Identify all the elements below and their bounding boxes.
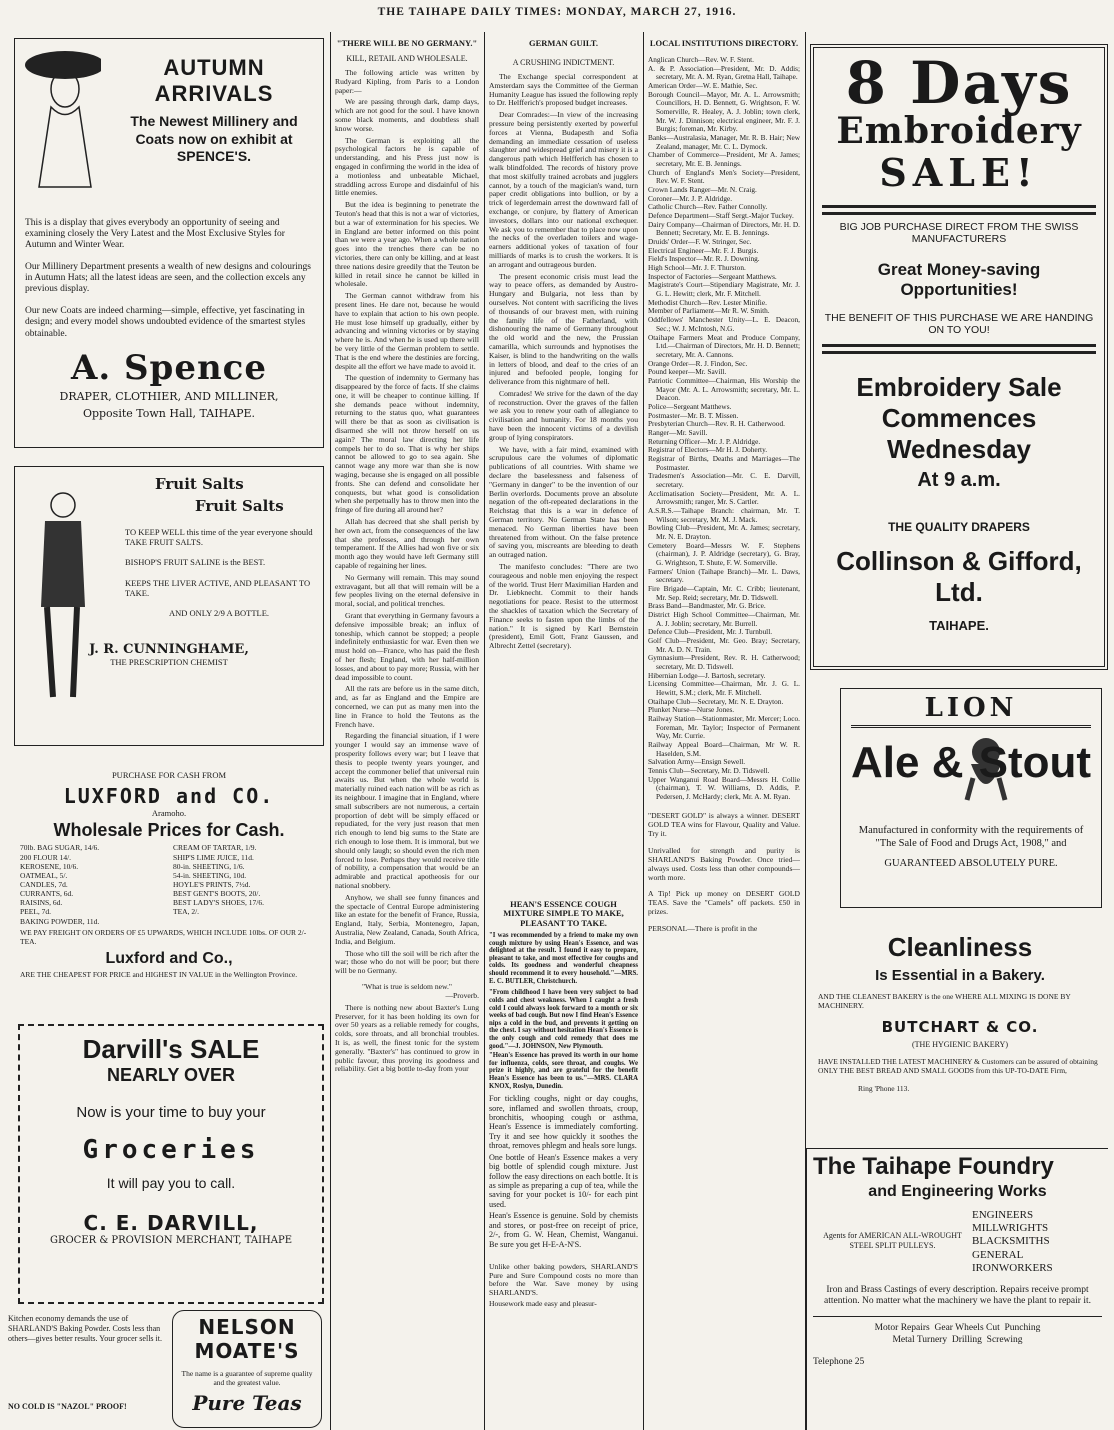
article-paragraph: Regarding the financial situation, if I were younger I would say an immense wave of prosperity follows every war; but I leave that thesis to people twenty years younger, and accept the commoner belief that universal ruin awaits us. But when the whole world is materially ruined each nation will be as rich as its neighbour. I imagine that in England, where small subscribers are not numerous, a certain proportion of debt will be simply effaced or repudiated, for the very just reason that men rich enough to lend big sums to the State are rich enough to lose them. It is immoral, but we should only laugh; so should even the rich men forced to lose. Perhaps they would receive title of nobility, a compensation that would be an admirable and practical apotheosis for our national snobbery. xyxy=(335,731,479,890)
price-item: CANDLES, 7d. xyxy=(20,879,68,889)
collinson-big-job: BIG JOB PURCHASE DIRECT FROM THE SWISS MANUFACTURERS xyxy=(839,221,1079,246)
directory-entry: Tennis Club—Secretary, Mr. D. Tidswell. xyxy=(648,766,770,776)
housework-para: Housework made easy and pleasur- xyxy=(489,1298,597,1308)
directory-entry: Acclimatisation Society—President, Mr. A. L. Arrowsmith; ranger, Mr. S. Cartler. xyxy=(648,488,800,507)
fruit-sub: THE PRESCRIPTION CHEMIST xyxy=(110,657,228,668)
directory-entry: High School—Mr. J. F. Thurston. xyxy=(648,263,746,273)
directory-list xyxy=(648,56,800,802)
directory-entry: Presbyterian Church—Rev. R. H. Catherwood. xyxy=(648,419,785,429)
nelson-sub: The name is a guarantee of supreme quality and the greatest value. xyxy=(181,1369,313,1387)
foundry-telephone: Telephone 25 xyxy=(813,1356,865,1367)
directory-entry: Licensing Committee—Chairman, Mr. J. G. L. Hewitt, S.M.; clerk, Mr. F. Mitchell. xyxy=(648,679,800,698)
kipling-title: "THERE WILL BE NO GERMANY." xyxy=(336,38,478,48)
darvill-nearly: NEARLY OVER xyxy=(106,1065,236,1085)
directory-entry: Railway Station—Stationmaster, Mr. Mercer; Loco. Foreman, Mr. Taylor; Inspector of Permanent Way, Mr. Currie. xyxy=(648,714,800,741)
butchart-phone: Ring 'Phone 113. xyxy=(858,1083,910,1093)
directory-entry: Registrar of Electors—Mr H. J. Doherty. xyxy=(648,445,768,455)
butchart-title: Cleanliness xyxy=(887,932,1033,962)
article-paragraph: The German is exploiting all the psychological factors he is capable of understanding, and his Press just now is engaged in confirming the world in the idea of a motionless and unbeatable Michael, straddling across Europe and disdainful of his little enemies. xyxy=(335,135,479,198)
darvill-ad xyxy=(18,1024,324,1304)
lion-ale: Ale & xyxy=(851,738,964,787)
nelson-moate-ad xyxy=(172,1310,322,1428)
spence-subtitle: The Newest Millinery and Coats now on exhibit at SPENCE'S. xyxy=(130,113,298,164)
fruit-line: KEEPS THE LIVER ACTIVE, AND PLEASANT TO TAKE. xyxy=(125,577,311,598)
directory-entry: Defence Club—President, Mr. J. Turnbull. xyxy=(648,627,773,637)
directory-entry: Borough Council—Mayor, Mr. A. L. Arrowsmith; Councillors, H. D. Bennett, G. Wrightson, F. W. Somerville, R. Healey, A. J. Joblin; town clerk, Mr. W. J. Dinnison; electrical engineer, Mr. F. J. Burgis; foreman, Mr. Kirby. xyxy=(648,89,800,134)
column-rule xyxy=(484,32,485,1430)
darvill-title: Darvill's SALE xyxy=(82,1034,260,1064)
collinson-opportunities: Great Money-saving Opportunities! xyxy=(877,259,1041,299)
trade-item: ENGINEERS xyxy=(972,1209,1034,1221)
article-paragraph: The German cannot withdraw from his present lines. He dare not, because he would have to explain that action to his own people. He must lose himself up gradually, either by advancing and winning victories or by staying where he is. And when he is used up there will be very little of the German problem to settle. That is the end where the destinies are forcing, despite all the effort we have made to avoid it. xyxy=(335,291,479,371)
foundry-services-2: Metal Turnery Drilling Screwing xyxy=(892,1334,1023,1345)
lion-ad xyxy=(840,688,1102,908)
darvill-sub: GROCER & PROVISION MERCHANT, TAIHAPE xyxy=(49,1235,293,1246)
article-paragraph: We have, with a fair mind, examined with scrupulous care the volumes of diplomatic publications of all countries. With shame we declare the baselessness and falseness of "Germany in danger" to be the invention of our Berlin overlords. Documents prove an absolute negation of the oft-repeated declarations in the Reichstag that this is a war in defence of German territory. No German State has been menaced. No German liberties have been threatened from without. On the false pretence of saving you, miscreants are bleeding to death an outraged nation. xyxy=(489,444,638,560)
price-item: SHIP'S LIME JUICE, 11d. xyxy=(173,852,254,862)
directory-entry: Member of Parliament—Mr R. W. Smith. xyxy=(648,306,770,316)
trade-item: GENERAL IRONWORKERS xyxy=(972,1248,1053,1274)
luxford-left-list xyxy=(20,843,165,925)
price-item: CURRANTS, 6d. xyxy=(20,889,74,899)
collinson-embroidery: Embroidery xyxy=(836,110,1082,152)
directory-entry: Hibernian Lodge—J. Bartosh, secretary. xyxy=(648,670,766,680)
price-item: BEST GENT'S BOOTS, 20/. xyxy=(173,889,261,899)
directory-entry: Field's Inspector—Mr. R. J. Downing. xyxy=(648,254,760,264)
darvill-now: Now is your time to buy your xyxy=(76,1104,266,1121)
spence-trade: DRAPER, CLOTHIER, AND MILLINER, xyxy=(59,390,279,404)
column-rule xyxy=(330,32,331,1430)
newspaper-header: THE TAIHAPE DAILY TIMES: MONDAY, MARCH 27, 1916. xyxy=(377,6,737,18)
foundry-agents: Agents for AMERICAN ALL-WROUGHT STEEL SPLIT PULLEYS. xyxy=(823,1231,962,1250)
sharland-notice: Kitchen economy demands the use of SHARLAND'S Baking Powder. Costs less than others—gives better results. Your grocer sells it. xyxy=(8,1314,162,1343)
spence-title: AUTUMN ARRIVALS xyxy=(154,55,274,106)
article-paragraph: Those who till the soil will be rich after the war; those who do not will be poor; but there will be no Germany. xyxy=(335,948,479,976)
directory-entry: A.S.R.S.—Taihape Branch: chairman, Mr. T. Wilson; secretary, Mr. M. J. Mack. xyxy=(648,505,800,524)
desert-gold-notice: "DESERT GOLD" is always a winner. DESERT GOLD TEA wins for Flavour, Quality and Value. Try it. xyxy=(648,810,800,838)
directory-entry: Cemetery Board—Messrs W. F. Stephens (chairman), J. P. Aldridge (secretary), G. Bray, G. Wrightson, T. Shute, F. W. Somerville. xyxy=(648,540,800,567)
directory-entry: Returning Officer—Mr. J. P. Aldridge. xyxy=(648,436,761,446)
directory-entry: American Order—W. E. Mathie, Sec. xyxy=(648,81,758,91)
article-paragraph: The present economic crisis must lead the way to peace offers, as demanded by Austro-Hungary and Bulgaria, not less than by ourselves. Not content with sacrificing the lives of thousands of our bravest men, with ruining the family life of the Fatherland, with dishonouring the name of Germany throughout the old world and the new, the Prussian camarilla, which surrounds and hypnotises the Kaiser, is blind to the handwriting on the walls in letters of blood, and deaf to the cries of an injured and befooled people, longing for deliverance from this nightmare of hell. xyxy=(489,271,638,387)
luxford-prices xyxy=(20,843,318,925)
kipling-quote: "What is true is seldom new." xyxy=(361,981,453,991)
sharland-para: Unlike other baking powders, SHARLAND'S Pure and Sure Compound costs no more than before the War. Save money by using SHARLAND'S. xyxy=(489,1261,638,1298)
fruit-salts-ad xyxy=(14,466,324,746)
article-paragraph: No Germany will remain. This may sound extravagant, but all that will remain will be a few peoples living on the eternal defensive in moral, social, and political trenches. xyxy=(335,572,479,609)
directory-entry: Druids' Order—F. W. Stringer, Sec. xyxy=(648,237,752,247)
heans-para: For tickling coughs, night or day coughs, sore, inflamed and swollen throats, croup, bronchitis, whooping cough or asthma, Hean's Essence is immediately comforting. Try it and see how quickly it soothes the throat, removes phlegm and heals sore lungs. xyxy=(489,1094,638,1151)
lion-guarantee: GUARANTEED ABSOLUTELY PURE. xyxy=(884,858,1058,870)
directory-entry: Brass Band—Bandmaster, Mr. G. Brice. xyxy=(648,601,766,611)
spence-para: This is a display that gives everybody an opportunity of seeing and examining closely the Very Latest and the Most Exclusive Styles for Autumn and Winter Wear. xyxy=(25,217,285,251)
spence-address: Opposite Town Hall, TAIHAPE. xyxy=(82,407,256,421)
butchart-cleanest: AND THE CLEANEST BAKERY is the one WHERE ALL MIXING IS DONE BY MACHINERY. xyxy=(818,992,1071,1010)
price-item: CREAM OF TARTAR, 1/9. xyxy=(173,843,257,853)
luxford-name: LUXFORD and CO. xyxy=(63,784,275,809)
guilt-title: GERMAN GUILT. xyxy=(529,38,598,48)
foundry-trades xyxy=(972,1209,1102,1275)
divider xyxy=(822,344,1096,354)
luxford-name-2: Luxford and Co., xyxy=(105,949,233,967)
price-item: 200 FLOUR 14/. xyxy=(20,852,72,862)
sharland-notice-2: Unrivalled for strength and purity is SHARLAND'S Baking Powder. Once tried—always used. Costs less than other compounds—worth more. xyxy=(648,845,800,882)
collinson-embroidery-sale: Embroidery Sale xyxy=(856,371,1062,402)
fruit-name: J. R. CUNNINGHAME, xyxy=(89,642,249,658)
butchart-installed: HAVE INSTALLED THE LATEST MACHINERY & Customers can be assured of obtaining ONLY THE BEST BREAD AND SMALL GOODS from this UP-TO-DATE Firm, xyxy=(818,1057,1098,1076)
luxford-right-list xyxy=(173,843,318,925)
kipling-quote-by: —Proverb. xyxy=(445,990,479,1000)
luxford-foot: ARE THE CHEAPEST FOR PRICE and HIGHEST IN VALUE in the Wellington Province. xyxy=(20,969,298,979)
directory-entry: Golf Club—President, Mr. Geo. Bray; Secretary, Mr. A. D. N. Train. xyxy=(648,636,800,654)
directory-entry: Ranger—Mr. Savill. xyxy=(648,427,708,437)
desert-gold-tip: A Tip! Pick up money on DESERT GOLD TEAS. Save the "Camels" off packets. £50 in prizes. xyxy=(648,889,800,917)
collinson-time: At 9 a.m. xyxy=(917,469,1001,492)
directory-entry: Patriotic Committee—Chairman, His Worship the Mayor (Mr. A. L. Arrowsmith; secretary, Mr. L. Deacon. xyxy=(648,375,800,403)
article-paragraph: The following article was written by Rudyard Kipling, from Paris to a London paper:— xyxy=(335,68,479,95)
nazol-notice: NO COLD IS "NAZOL" PROOF! xyxy=(8,1402,127,1411)
directory-entry: Postmaster—Mr. B. T. Missen. xyxy=(648,410,739,420)
gentleman-illustration xyxy=(23,487,113,707)
article-paragraph: Comrades! We strive for the dawn of the day of reconstruction. Over the graves of the fallen we ask you to renew your oath of allegiance to civilisation and humanity. For 18 months you have been the innocent victims of a devilish group of lying conspirators. xyxy=(489,388,638,442)
heans-testimonial: "From childhood I have been very subject to bad colds and chest weakness. When I caught a fresh cold I could always look forward to a month or six weeks of bad cough. But now I find Hean's Essence nips a cold in the bud, and prevents it getting on the chest. I say without hesitation Hean's Essence is the only cough and cold remedy that does me good."—J. JOHNSON, New Plymouth. xyxy=(489,989,638,1050)
article-paragraph: The question of indemnity to Germany has disappeared by the force of facts. If she claims one, it will be cheaper to continue killing. If she demands peace without indemnity, returning to the status quo, what guarantees will there be that as soon as civilisation is disarmed she will not throw herself on us again? The moral law directing her life compels her to do so. That is why her ships cannot be allowed to go to sea again. She cannot wage any more war than she is now waging, because she is engaged on all possible fronts. She can defend and consolidate her conquests, but what good is consolidation when she perpetually has to throw men into the fringe of fire during all around her? xyxy=(335,373,479,515)
directory-entry: Chamber of Commerce—President, Mr A. James; secretary, Mr. E. B. Jennings. xyxy=(648,150,800,169)
fruit-line: AND ONLY 2/9 A BOTTLE. xyxy=(168,607,270,618)
lady-hat-illustration xyxy=(21,47,101,197)
heans-para: One bottle of Hean's Essence makes a very big bottle of splendid cough mixture. Just follow the easy directions on each bottle. It is as simple as preparing a cup of tea, while the saving for your pocket is 10/- for each pint used. xyxy=(489,1152,638,1209)
directory-entry: Dairy Company—Chairman of Directors, Mr. H. D. Bennett; Secretary, Mr. E. B. Jennings. xyxy=(648,219,800,238)
directory-entry: Pound keeper—Mr. Savill. xyxy=(648,367,727,377)
trade-item: MILLWRIGHTS xyxy=(972,1222,1049,1235)
lion-text: Manufactured in conformity with the requirements of "The Sale of Food and Drugs Act, 1908," and xyxy=(858,825,1084,850)
guilt-article xyxy=(487,38,640,888)
price-item: RAISINS, 6d. xyxy=(20,898,63,908)
nelson-tag: Pure Teas xyxy=(192,1391,302,1415)
fruit-title-2: Fruit Salts xyxy=(195,497,284,515)
foundry-text: Iron and Brass Castings of every description. Repairs receive prompt attention. No matter what the machinery we have the plant to repair it. xyxy=(824,1284,1091,1307)
directory-entry: Salvation Army—Ensign Sewell. xyxy=(648,757,746,767)
directory-entry: Bowling Club—President, Mr. A. James; secretary, Mr. N. E. Drayton. xyxy=(648,523,800,541)
directory-title: LOCAL INSTITUTIONS DIRECTORY. xyxy=(649,38,799,48)
luxford-ad xyxy=(14,770,324,1000)
collinson-benefit: THE BENEFIT OF THIS PURCHASE WE ARE HANDING ON TO YOU! xyxy=(824,311,1094,336)
directory-entry: Crown Lands Ranger—Mr. N. Craig. xyxy=(648,185,757,195)
article-paragraph: Grant that everything in Germany favours a defensive impossible break; an influx of toneship, which cannot be stopped; a people indefinitely enthusiastic for war. Even then we must hold on—France, who has paid the flesh of her flesh; England, with her half-million losses, and about to pay more; Russia, with her dead impossible to count. xyxy=(335,611,479,682)
spence-para: Our Millinery Department presents a wealth of new designs and colourings in Autumn Hats; all the latest ideas are seen, and the collection excels any previous display. xyxy=(25,261,311,295)
spence-para: Our new Coats are indeed charming—simple, effective, yet fascinating in design; and every model shows undoubted evidence of the smartest styles obtainable. xyxy=(25,305,306,339)
darvill-name: C. E. DARVILL, xyxy=(83,1211,259,1235)
personal-notice: PERSONAL—There is profit in the xyxy=(648,924,758,934)
fruit-line: TO KEEP WELL this time of the year everyone should TAKE FRUIT SALTS. xyxy=(125,527,313,548)
price-item: KEROSENE, 10/6. xyxy=(20,861,79,871)
lion-stout: Stout xyxy=(978,738,1091,787)
fruit-title-1: Fruit Salts xyxy=(155,475,244,493)
collinson-town: TAIHAPE. xyxy=(929,618,989,634)
luxford-freight: WE PAY FREIGHT ON ORDERS OF £5 UPWARDS, WHICH INCLUDE 10lbs. OF OUR 2/- TEA. xyxy=(20,927,307,946)
price-item: BEST LADY'S SHOES, 17/6. xyxy=(173,898,265,908)
directory-entry: Magistrate's Court—Stipendiary Magistrate, Mr. J. G. L. Hewitt; clerk, Mr. F. Mitchell. xyxy=(648,280,800,299)
directory-entry: Orange Order—R. J. Findon, Sec. xyxy=(648,358,748,368)
darvill-groceries: Groceries xyxy=(82,1135,260,1165)
price-item: TEA, 2/. xyxy=(173,907,200,917)
directory-entry: Electrical Engineer—Mr. F. J. Burgis. xyxy=(648,245,759,255)
divider xyxy=(822,205,1096,215)
directory xyxy=(646,38,802,1430)
article-paragraph: Dear Comrades:—In view of the increasing pressure being persistently exerted by powerful forces at Vienna, Budapesth and Sofia demanding an immediate cessation of useless slaughter and widespread grief and misery it is a dangerous path which Helfferich has chosen to walk blindfolded. The records of history prove that most skilfully trained acrobats and jugglers cannot, by a touch of the magician's wand, turn paper credit obligations into bullion, or by a trick of legerdemain arrest the downward fall of exchange, or conjure, by flattery of American investors, dollars into our national exchequer. We ask you to remember that to place now upon the necks of the overladen toilers and wage-earners additional yokes of taxation of four milliards of marks is to crush the workers. It is an arrogant and outrageous burden. xyxy=(489,110,638,269)
price-item: 54-in. SHEETING, 10d. xyxy=(173,870,247,880)
luxford-place: Aramoho. xyxy=(151,808,187,819)
lion-top: LION xyxy=(851,693,1091,728)
directory-entry: Plunket Nurse—Nurse Jones. xyxy=(648,705,735,715)
directory-entry: Inspector of Factories—Sergeant Matthews. xyxy=(648,271,777,281)
directory-entry: Catholic Church—Rev. Father Connolly. xyxy=(648,202,768,212)
price-item: PEEL, 7d. xyxy=(20,907,52,917)
directory-entry: Oddfellows' Manchester Unity—L. E. Deacon, Sec.; W. J. McIntosh, N.G. xyxy=(648,315,800,333)
heans-para: Hean's Essence is genuine. Sold by chemists and stores, or post-free on receipt of price, 2/-, from G. W. Hean, Chemist, Wanganui. Be sure you get H-E-A-N'S. xyxy=(489,1211,638,1249)
price-item: BAKING POWDER, 11d. xyxy=(20,916,100,926)
heans-ad xyxy=(487,900,640,1430)
price-item: OATMEAL, 5/. xyxy=(20,870,68,880)
price-item: HOYLE'S PRINTS, 7½d. xyxy=(173,879,251,889)
directory-entry: Otaihape Farmers Meat and Produce Company, Ltd.—Chairman of Directors, Mr. H. D. Bennett; secretary, Mr. A. Cannons. xyxy=(648,332,800,359)
collinson-sale: SALE! xyxy=(879,149,1039,195)
directory-entry: Tradesmen's Association—Mr. C. E. Darvill, secretary. xyxy=(648,471,800,489)
directory-entry: Coroner—Mr. J. P. Aldridge. xyxy=(648,193,733,203)
directory-entry: A. & P. Association—President, Mr. D. Addis; secretary, Mr. A. M. Ryan, Gretna Hall, Taihape. xyxy=(648,63,800,82)
article-paragraph: Allah has decreed that she shall perish by her own act, from the consequences of the law that she professes, and through her own temperament. If the Allies had won five or six month ago they would have left Germany still capable of regaining her lines. xyxy=(335,517,479,571)
article-paragraph: The manifesto concludes: "There are two courageous and noble men enjoying the respect of the world. Trust Herr Maximilian Harden and Dr. Liebknecht. Commit to their hands negotiations for peace. Resist to the uttermost the shackles of taxation which the Secretary of Finance seeks to fasten upon the limbs of the nation." It is signed by Karl Bernstein (president), Emil Gott, Franz Gaussen, and Albrecht Zettel (secretary). xyxy=(489,562,638,651)
foundry-ad xyxy=(806,1148,1108,1430)
kipling-article xyxy=(333,38,481,1430)
directory-entry: Banks—Australasia, Manager, Mr. R. B. Hair; New Zealand, manager, Mr. C. L. Dymock. xyxy=(648,133,800,151)
butchart-name: BUTCHART & CO. xyxy=(881,1018,1039,1036)
price-item: 70lb. BAG SUGAR, 14/6. xyxy=(20,843,100,853)
directory-entry: Methodist Church—Rev. Lester Minifie. xyxy=(648,297,767,307)
luxford-title: Wholesale Prices for Cash. xyxy=(53,820,285,841)
directory-entry: Gymnasium—President, Rev. R. H. Catherwood; secretary, Mr. D. Tidswell. xyxy=(648,653,800,672)
column-rule xyxy=(643,32,644,1430)
butchart-ad xyxy=(812,928,1108,1133)
baxter-article xyxy=(335,1004,479,1074)
directory-entry: Farmers' Union (Taihape Branch)—Mr. L. Daws, secretary. xyxy=(648,566,800,585)
foundry-works: and Engineering Works xyxy=(868,1183,1047,1200)
article-paragraph: But the idea is beginning to penetrate the Teuton's head that this is not a war of victories, but a war of extermination for his species. We in England are better informed on this point than we were a year ago. When a whole nation goes into the trenches there can be no victories, there can only be killing, and at least three nations desire greedily that the Teuton be killed in retail since he cannot be killed in wholesale. xyxy=(335,200,479,289)
spence-ad xyxy=(14,38,324,448)
directory-entry: Anglican Church—Rev. W. F. Stent. xyxy=(648,55,754,64)
directory-entry: Police—Sergeant Matthews. xyxy=(648,401,732,411)
directory-entry: Railway Appeal Board—Chairman, Mr W. R. Haselden, S.M. xyxy=(648,740,800,758)
collinson-name: Collinson & Gifford, Ltd. xyxy=(836,546,1082,608)
kipling-subtitle: KILL, RETAIL AND WHOLESALE. xyxy=(346,54,468,63)
article-paragraph: All the rats are before us in the same ditch, and, as far as England and the Empire are concerned, we can put as many men into the line in France to hold the Teutons as the French have. xyxy=(335,684,479,729)
collinson-quality: THE QUALITY DRAPERS xyxy=(888,520,1030,535)
spence-name: A. Spence xyxy=(70,348,268,389)
collinson-ad xyxy=(810,44,1108,670)
article-paragraph: The Exchange special correspondent at Amsterdam says the Committee of the German Humanity League has issued the following reply to Dr. Helfferich's proposed budget increases. xyxy=(489,72,638,108)
article-paragraph: There is nothing new about Baxter's Lung Preserver, for it has been holding its own for over 50 years as a reliable remedy for coughs, colds, sore throats, and all bronchial troubles. It is, as well, the finest tonic for the system generally. "Baxter's" has continued to grow in public favour, thus proving its goodness and reliability. Get a big bottle to-day from your xyxy=(335,1002,479,1074)
directory-entry: Registrar of Births, Deaths and Marriages—The Postmaster. xyxy=(648,453,800,472)
article-paragraph: We are passing through dark, damp days, which are not good for the soul. I have known some black moments, and doubtless shall know worse. xyxy=(335,97,479,133)
luxford-top: PURCHASE FOR CASH FROM xyxy=(111,770,227,780)
fruit-line: BISHOP'S FRUIT SALINE is the BEST. xyxy=(125,557,266,568)
directory-entry: Defence Department—Staff Sergt.-Major Tuckey. xyxy=(648,211,794,221)
foundry-services-1: Motor Repairs Gear Wheels Cut Punching xyxy=(874,1322,1041,1333)
directory-entry: Otaihape Club—Secretary, Mr. N. E. Drayton. xyxy=(648,696,784,706)
nelson-name: NELSON MOATE'S xyxy=(194,1315,300,1363)
guilt-body xyxy=(489,73,638,651)
collinson-days: 8 Days xyxy=(845,49,1073,117)
foundry-title: The Taihape Foundry xyxy=(813,1153,1054,1180)
heans-testimonial: "I was recommended by a friend to make my own cough mixture by using Hean's Essence, and was delighted at the result. I found it easy to prepare, pleasant to take, and most effective for coughs and colds. Its goodness and wonderful cheapness should recommend it to every household."—MRS. E. C. BUTLER, Christchurch. xyxy=(489,932,638,985)
collinson-commences: Commences Wednesday xyxy=(881,402,1037,465)
directory-entry: Fire Brigade—Captain, Mr. C. Cribb; lieutenant, Mr. Sep. Reid; secretary, Mr. D. Tidswell. xyxy=(648,583,800,602)
article-paragraph: Anyhow, we shall see funny finances and the spectacle of Central Europe administering like an estate for the benefit of France, Russia, England, Italy, Serbia, Montenegro, Japan, Australia, New Zealand, Canada, South Africa, India, and Belgium. xyxy=(335,892,479,946)
heans-title: HEAN'S ESSENCE COUGH MIXTURE SIMPLE TO MAKE, PLEASANT TO TAKE. xyxy=(503,900,624,928)
price-item: 80-in. SHEETING, 1/6. xyxy=(173,861,245,871)
directory-entry: District High School Committee—Chairman, Mr. A. J. Joblin; secretary, Mr. Burrell. xyxy=(648,610,800,628)
kipling-body xyxy=(335,69,479,976)
heans-testimonial: "Hean's Essence has proved its worth in our home for influenza, colds, sore throat, and coughs. We prize it highly, and are grateful for the benefit Hean's Essence has been to us."—MRS. CLARA KNOX, Roslyn, Dunedin. xyxy=(489,1052,638,1090)
directory-entry: Upper Wanganui Road Board—Messrs H. Collie (chairman), T. W. Williams, D. Addis, P. Pedersen, J. McHardy; clerk, Mr. A. M. Ryan. xyxy=(648,774,800,802)
trade-item: BLACKSMITHS xyxy=(972,1235,1050,1248)
guilt-subtitle: A CRUSHING INDICTMENT. xyxy=(512,58,615,67)
directory-entry: Church of England's Men's Society—President, Rev. W. F. Stent. xyxy=(648,167,800,186)
butchart-sub: (THE HYGIENIC BAKERY) xyxy=(912,1040,1008,1049)
butchart-essential: Is Essential in a Bakery. xyxy=(875,967,1045,984)
darvill-call: It will pay you to call. xyxy=(106,1175,236,1191)
